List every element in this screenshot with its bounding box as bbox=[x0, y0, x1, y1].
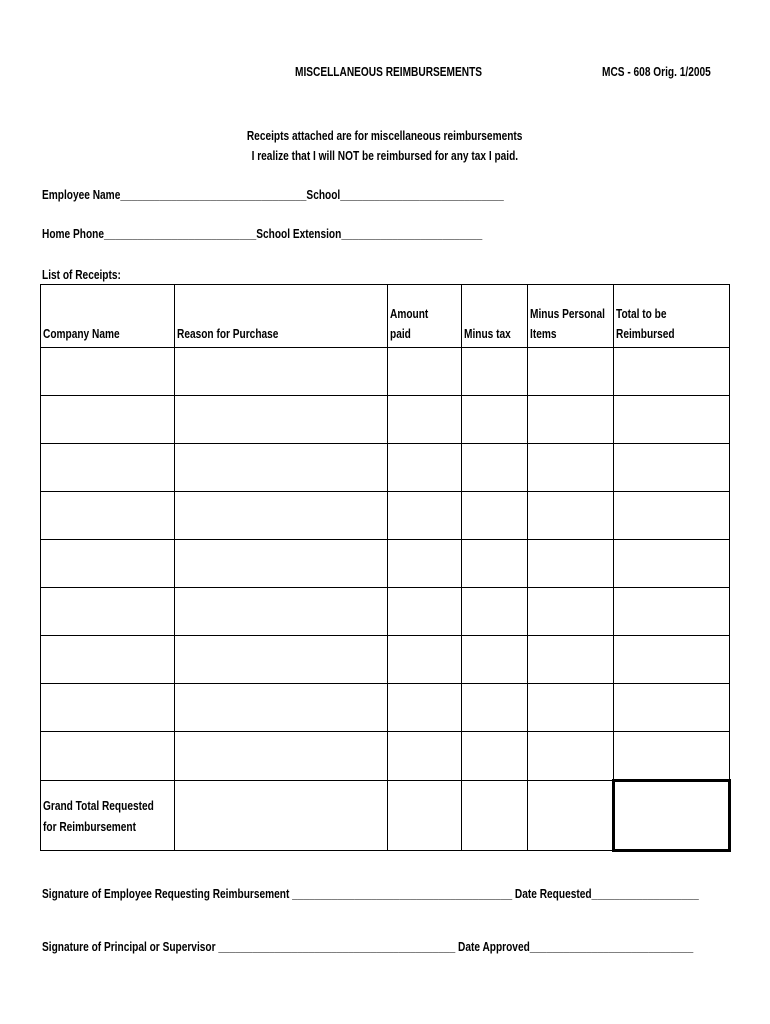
table-cell[interactable] bbox=[462, 684, 528, 732]
column-header-text: Company Name bbox=[43, 326, 120, 341]
table-cell[interactable] bbox=[41, 732, 175, 781]
table-cell[interactable] bbox=[388, 444, 462, 492]
grand-total-amount-box[interactable] bbox=[614, 781, 730, 851]
employee-signature-text: Signature of Employee Requesting Reimbursement _______________________________________ Date Requested___________________ bbox=[42, 886, 699, 901]
table-cell[interactable] bbox=[462, 588, 528, 636]
table-row bbox=[41, 636, 730, 684]
table-cell[interactable] bbox=[388, 492, 462, 540]
column-header-company-name bbox=[41, 285, 175, 348]
table-cell[interactable] bbox=[614, 588, 730, 636]
column-header-total bbox=[614, 285, 730, 348]
table-row bbox=[41, 732, 730, 781]
column-header-reason bbox=[175, 285, 388, 348]
table-cell[interactable] bbox=[528, 588, 614, 636]
notice-line-2-text: I realize that I will NOT be reimbursed for any tax I paid. bbox=[251, 148, 519, 163]
table-cell[interactable] bbox=[614, 348, 730, 396]
employee-signature-line[interactable] bbox=[42, 886, 770, 901]
table-cell[interactable] bbox=[388, 348, 462, 396]
form-number-text: MCS - 608 Orig. 1/2005 bbox=[602, 64, 711, 79]
home-phone-label: Home Phone___________________________School Extension_________________________ bbox=[42, 226, 483, 241]
grand-total-label: Grand Total Requested for Reimbursement bbox=[43, 797, 154, 834]
employee-name-label: Employee Name_________________________________School_____________________________ bbox=[42, 187, 504, 202]
table-cell[interactable] bbox=[528, 540, 614, 588]
table-cell[interactable] bbox=[614, 492, 730, 540]
table-cell[interactable] bbox=[614, 540, 730, 588]
table-cell[interactable] bbox=[388, 684, 462, 732]
table-cell[interactable] bbox=[528, 348, 614, 396]
table-cell[interactable] bbox=[388, 732, 462, 781]
table-cell[interactable] bbox=[175, 348, 388, 396]
table-cell[interactable] bbox=[175, 444, 388, 492]
table-cell[interactable] bbox=[528, 444, 614, 492]
table-cell[interactable] bbox=[388, 781, 462, 851]
table-cell[interactable] bbox=[41, 540, 175, 588]
table-cell[interactable] bbox=[175, 636, 388, 684]
table-cell[interactable] bbox=[462, 396, 528, 444]
table-cell[interactable] bbox=[175, 540, 388, 588]
table-cell[interactable] bbox=[41, 444, 175, 492]
column-header-text: Total to be Reimbursed bbox=[616, 306, 675, 341]
grand-total-label-cell bbox=[41, 781, 175, 851]
table-cell[interactable] bbox=[175, 492, 388, 540]
table-cell[interactable] bbox=[388, 588, 462, 636]
list-of-receipts-label bbox=[42, 267, 143, 282]
table-cell[interactable] bbox=[388, 540, 462, 588]
table-cell[interactable] bbox=[175, 396, 388, 444]
table-cell[interactable] bbox=[462, 348, 528, 396]
table-row bbox=[41, 444, 730, 492]
table-cell[interactable] bbox=[528, 732, 614, 781]
notice-line-1-text: Receipts attached are for miscellaneous reimbursements bbox=[247, 128, 523, 143]
table-row bbox=[41, 540, 730, 588]
table-cell[interactable] bbox=[175, 588, 388, 636]
column-header-text: Reason for Purchase bbox=[177, 326, 279, 341]
table-cell[interactable] bbox=[462, 732, 528, 781]
table-cell[interactable] bbox=[388, 396, 462, 444]
list-of-receipts-text: List of Receipts: bbox=[42, 267, 121, 282]
table-cell[interactable] bbox=[41, 348, 175, 396]
employee-name-field[interactable] bbox=[42, 187, 634, 202]
home-phone-field[interactable] bbox=[42, 226, 606, 241]
table-cell[interactable] bbox=[462, 444, 528, 492]
form-title-text: MISCELLANEOUS REIMBURSEMENTS bbox=[295, 64, 483, 79]
column-header-text: Minus Personal Items bbox=[530, 306, 605, 341]
table-cell[interactable] bbox=[614, 732, 730, 781]
column-header-amount-paid bbox=[388, 285, 462, 348]
notice-line-2 bbox=[0, 148, 770, 163]
table-row bbox=[41, 396, 730, 444]
table-cell[interactable] bbox=[175, 684, 388, 732]
table-cell[interactable] bbox=[528, 684, 614, 732]
table-row bbox=[41, 348, 730, 396]
table-cell[interactable] bbox=[528, 636, 614, 684]
grand-total-row bbox=[41, 781, 730, 851]
table-row bbox=[41, 588, 730, 636]
table-cell[interactable] bbox=[41, 636, 175, 684]
table-cell[interactable] bbox=[41, 492, 175, 540]
column-header-minus-tax bbox=[462, 285, 528, 348]
table-row bbox=[41, 492, 730, 540]
table-cell[interactable] bbox=[175, 781, 388, 851]
table-cell[interactable] bbox=[614, 396, 730, 444]
table-cell[interactable] bbox=[528, 781, 614, 851]
table-cell[interactable] bbox=[462, 781, 528, 851]
form-number bbox=[602, 64, 741, 79]
table-row bbox=[41, 684, 730, 732]
principal-signature-line[interactable] bbox=[42, 939, 770, 954]
principal-signature-text: Signature of Principal or Supervisor __________________________________________ Date Approved_____________________________ bbox=[42, 939, 694, 954]
table-cell[interactable] bbox=[462, 540, 528, 588]
column-header-text: Amount paid bbox=[390, 306, 429, 341]
table-cell[interactable] bbox=[614, 684, 730, 732]
column-header-text: Minus tax bbox=[464, 326, 511, 341]
table-cell[interactable] bbox=[528, 492, 614, 540]
table-cell[interactable] bbox=[614, 444, 730, 492]
table-header-row bbox=[41, 285, 730, 348]
table-cell[interactable] bbox=[388, 636, 462, 684]
form-title bbox=[295, 64, 535, 79]
table-cell[interactable] bbox=[462, 492, 528, 540]
table-cell[interactable] bbox=[528, 396, 614, 444]
table-cell[interactable] bbox=[41, 684, 175, 732]
column-header-minus-personal bbox=[528, 285, 614, 348]
table-cell[interactable] bbox=[41, 588, 175, 636]
table-cell[interactable] bbox=[462, 636, 528, 684]
notice-line-1 bbox=[0, 128, 770, 143]
receipts-table bbox=[40, 284, 731, 852]
table-cell[interactable] bbox=[41, 396, 175, 444]
table-cell[interactable] bbox=[614, 636, 730, 684]
table-cell[interactable] bbox=[175, 732, 388, 781]
